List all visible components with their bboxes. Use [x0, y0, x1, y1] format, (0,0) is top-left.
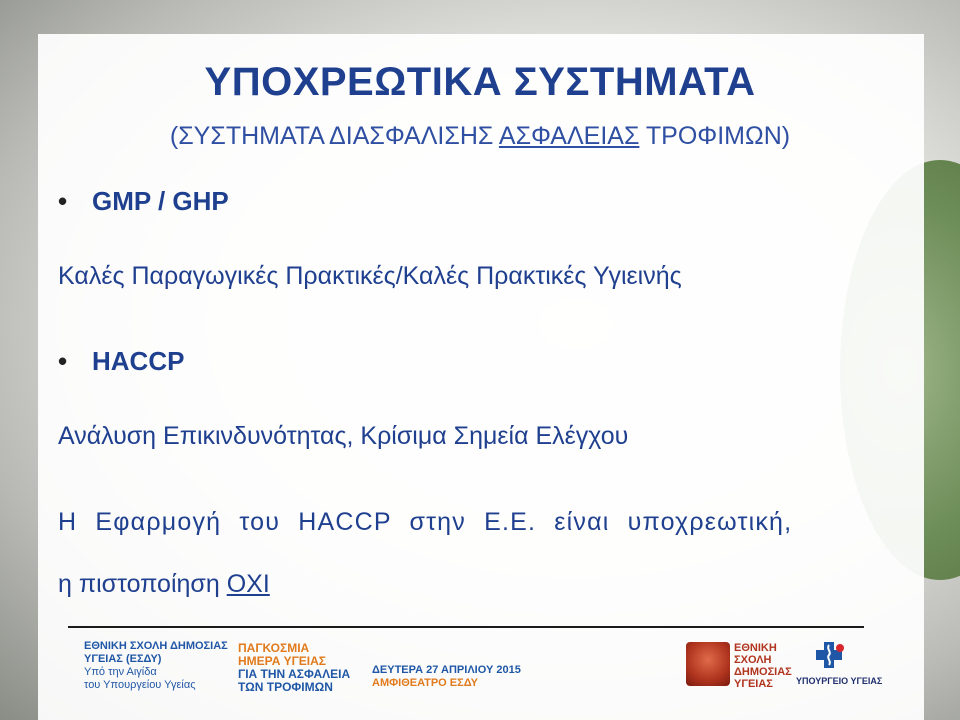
subtitle-part-2: ΤΡΟΦΙΜΩΝ)	[639, 122, 791, 150]
seal-line-3: ΔΗΜΟΣΙΑΣ	[734, 666, 792, 678]
school-seal-icon	[686, 642, 730, 686]
footer	[0, 638, 960, 698]
ministry-name: ΥΠΟΥΡΓΕΙΟ ΥΓΕΙΑΣ	[796, 676, 883, 686]
bullet-glyph: •	[58, 186, 68, 216]
bullet-haccp	[58, 346, 184, 377]
certification-emphasis: ΟΧΙ	[226, 570, 270, 598]
certification-line	[58, 570, 270, 599]
event-line-4: ΤΩΝ ΤΡΟΦΙΜΩΝ	[238, 680, 333, 694]
bullet-label: HACCP	[92, 346, 185, 376]
slide-subtitle	[0, 122, 960, 151]
bullet-gmp-ghp	[58, 186, 229, 217]
slide-title: ΥΠΟΧΡΕΩΤΙΚΑ ΣΥΣΤΗΜΑΤΑ	[204, 60, 756, 104]
bullet-glyph: •	[58, 346, 68, 376]
event-date: ΔΕΥΤΕΡΑ 27 ΑΠΡΙΛΙΟΥ 2015	[372, 664, 521, 676]
eu-statement: Η Εφαρμογή του HACCP στην Ε.Ε. είναι υποχρεωτική,	[58, 508, 793, 536]
ministry-cross-icon	[814, 640, 844, 670]
haccp-description: Ανάλυση Επικινδυνότητας, Κρίσιμα Σημεία Ελέγχου	[58, 422, 629, 450]
seal-line-4: ΥΓΕΙΑΣ	[734, 678, 773, 690]
subtitle-part-1: (ΣΥΣΤΗΜΑΤΑ ΔΙΑΣΦΑΛΙΣΗΣ	[169, 122, 499, 150]
event-logo-text	[238, 642, 350, 694]
school-line-4: του Υπουργείου Υγείας	[84, 679, 196, 691]
event-line-2: ΗΜΕΡΑ ΥΓΕΙΑΣ	[238, 654, 326, 668]
event-line-3: ΓΙΑ ΤΗΝ ΑΣΦΑΛΕΙΑ	[238, 667, 351, 681]
seal-text	[734, 642, 792, 690]
subtitle-underlined: ΑΣΦΑΛΕΙΑΣ	[498, 122, 640, 150]
bullet-label: GMP / GHP	[92, 186, 229, 216]
event-line-1: ΠΑΓΚΟΣΜΙΑ	[238, 641, 310, 655]
event-date-text	[372, 664, 521, 690]
seal-line-1: ΕΘΝΙΚΗ	[734, 642, 777, 654]
certification-prefix: η πιστοποίηση	[58, 570, 227, 598]
school-line-2: ΥΓΕΙΑΣ (ΕΣΔΥ)	[84, 653, 162, 665]
gmp-description: Καλές Παραγωγικές Πρακτικές/Καλές Πρακτικές Υγιεινής	[58, 262, 682, 290]
event-venue: ΑΜΦΙΘΕΑΤΡΟ ΕΣΔΥ	[372, 677, 478, 689]
footer-divider	[68, 626, 864, 628]
school-line-1: ΕΘΝΙΚΗ ΣΧΟΛΗ ΔΗΜΟΣΙΑΣ	[84, 640, 228, 652]
school-logo-text	[84, 640, 228, 692]
school-line-3: Υπό την Αιγίδα	[84, 666, 157, 678]
seal-line-2: ΣΧΟΛΗ	[734, 654, 772, 666]
